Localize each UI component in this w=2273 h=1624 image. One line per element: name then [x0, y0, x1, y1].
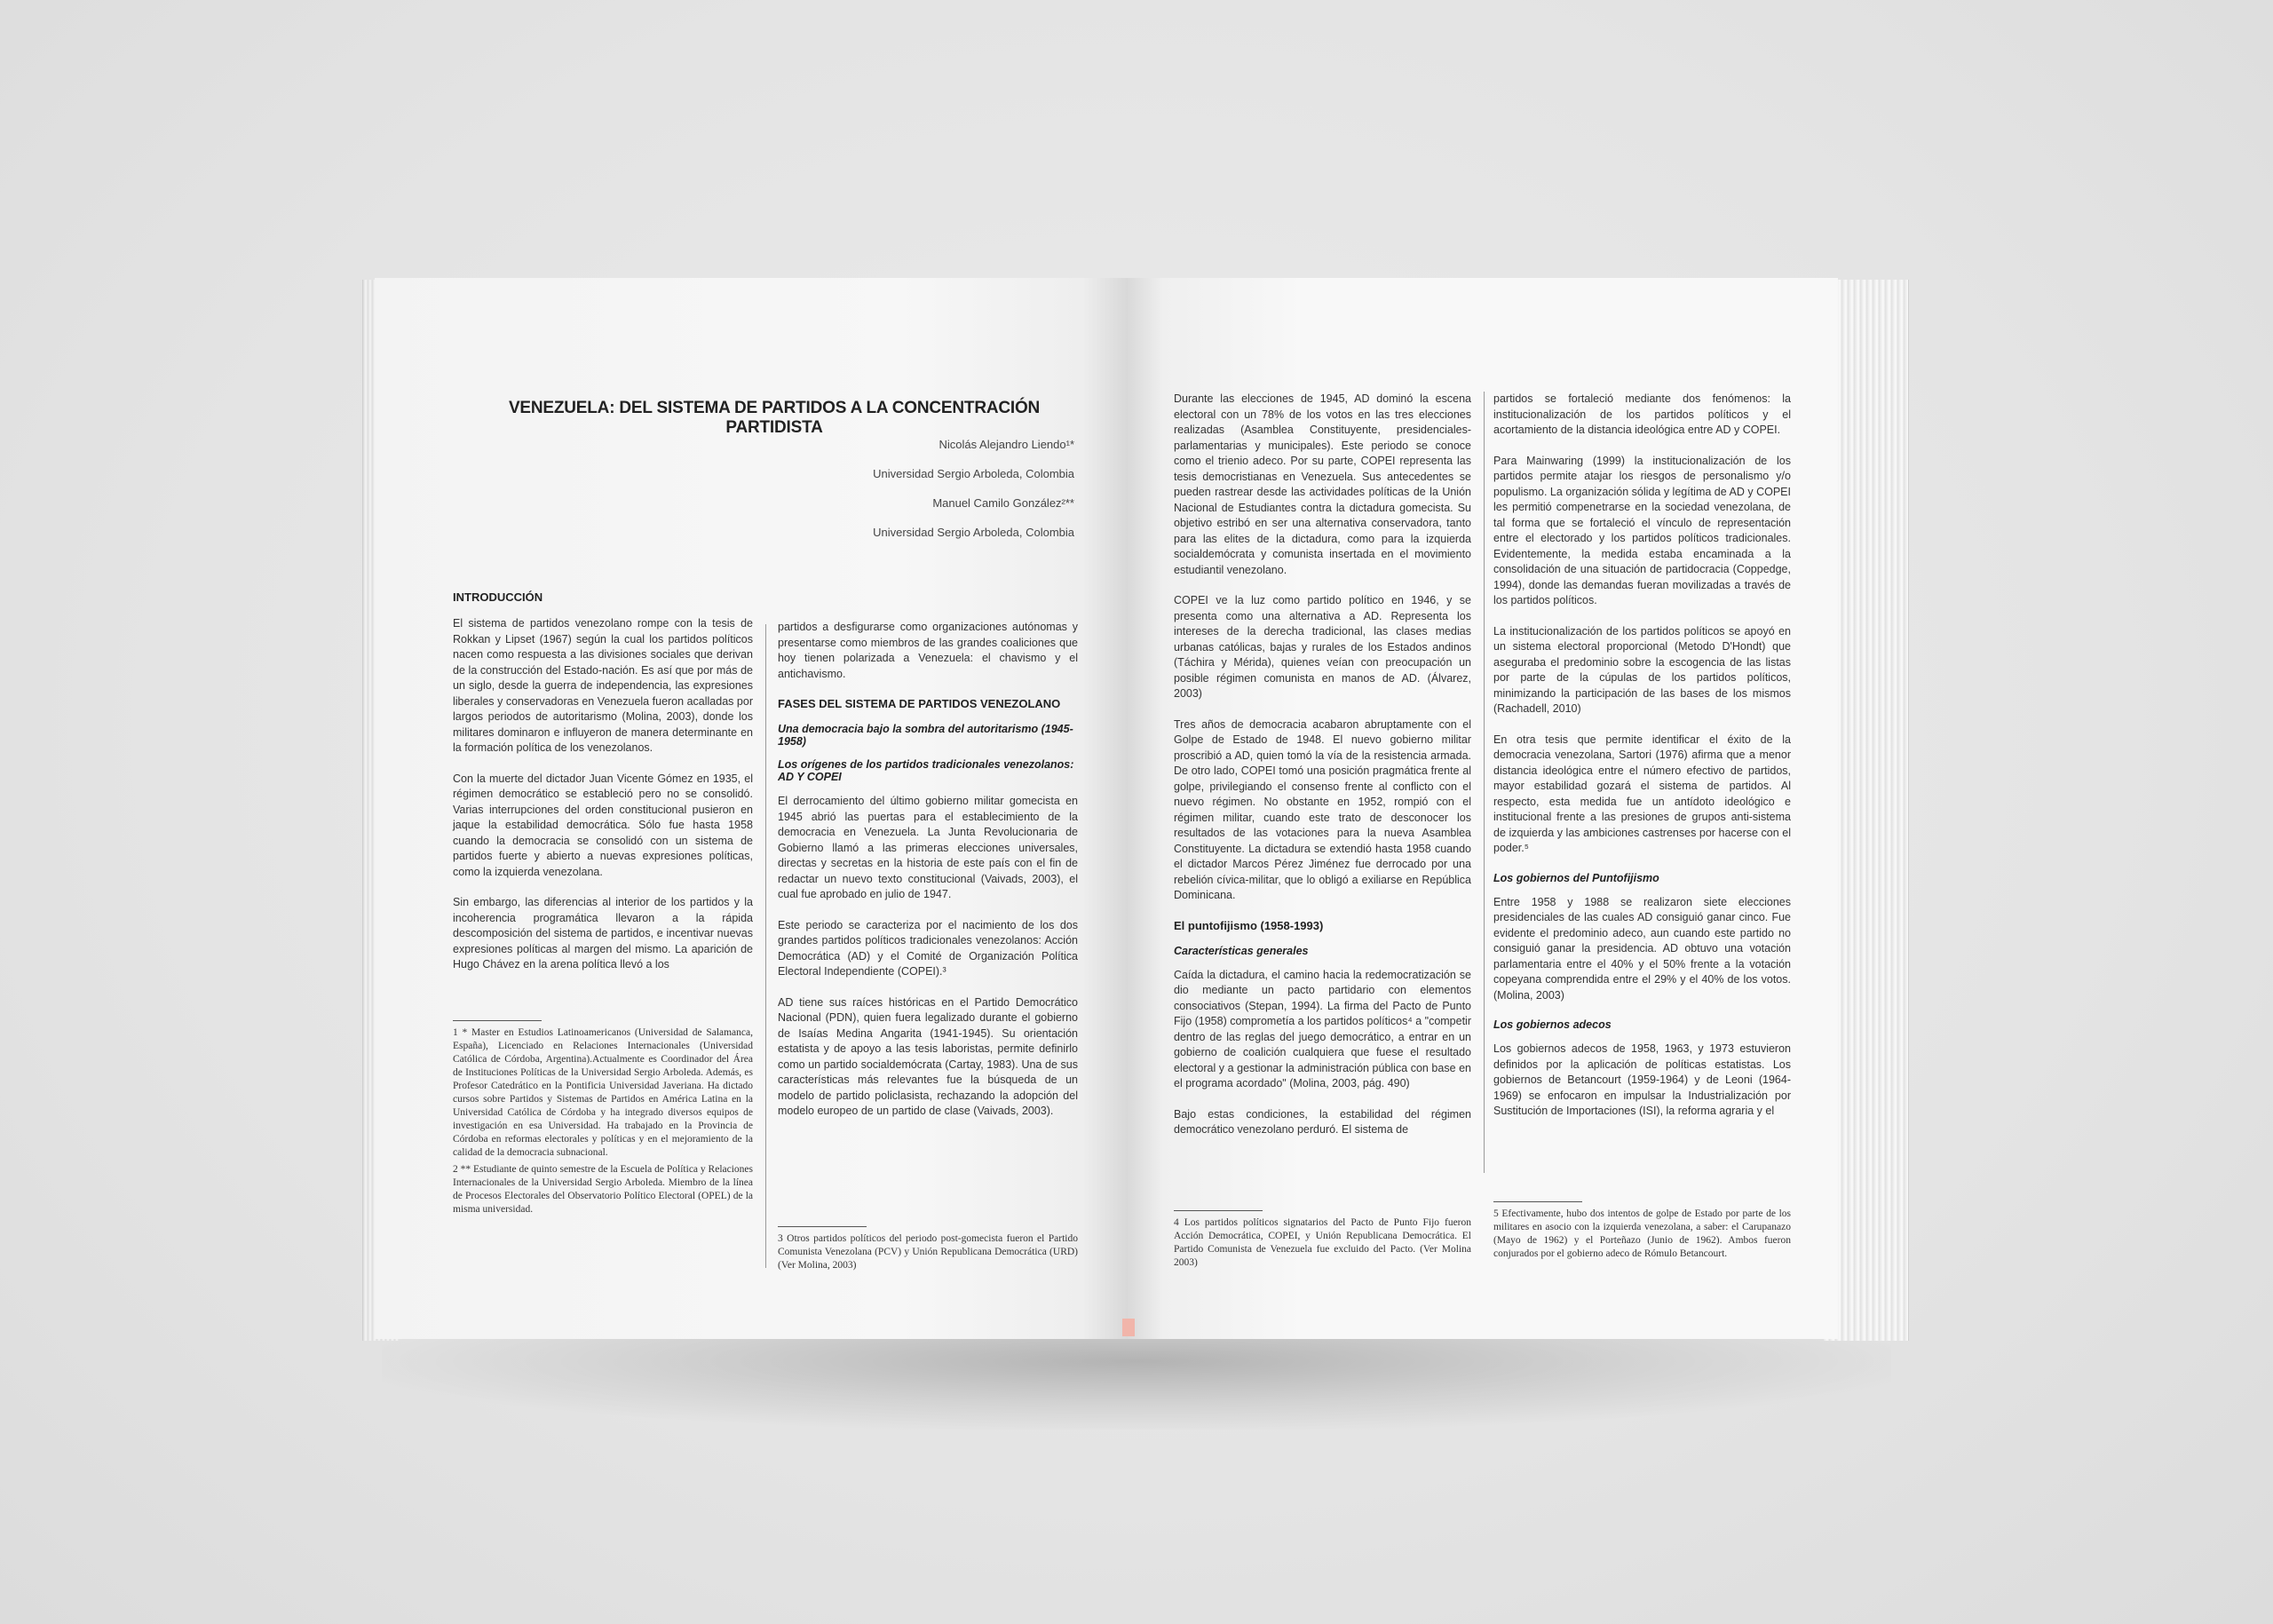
footnote-5: 5 Efectivamente, hubo dos intentos de golpe de Estado por parte de los militares en asocio con la izquierda venezolana, a saber: el Carupanazo (Mayo de 1962) y el Porteñazo (Junio de 1962). Ambos fueron conjurados por el gobierno adeco de Rómulo Betancourt.: [1493, 1208, 1791, 1259]
open-book: [362, 271, 1909, 1345]
footnotes-right-col: [778, 1226, 1078, 1272]
footnotes-left-col: [453, 1020, 753, 1216]
right-column-2: [1493, 392, 1791, 1135]
paragraph: Con la muerte del dictador Juan Vicente Gómez en 1935, el régimen democrático se estableció pero no se consolidó. Varias interrupciones del orden constitucional pusieron en jaque la estabilidad democrática. Sólo fue hasta 1958 cuando la democracia se consolidó con un sistema de partidos fuerte y abierto a nuevas expresiones políticas, como la izquierda venezolana.: [453, 772, 753, 878]
paragraph: Durante las elecciones de 1945, AD dominó la escena electoral con un 78% de los votos en las tres elecciones realizadas (Asamblea Constituyente, presidenciales-parlamentarias y municipales). Este periodo se conoce como el trienio adeco. Por su parte, COPEI representa las tesis democristianas en Venezuela. Sus antecedentes se pueden rastrear desde las actividades políticas de la Unión Nacional de Estudiantes contra la dictadura gomecista. Su objetivo estribó en ser una alternativa conservadora, tanto para las elites de la dictadura, como para la izquierda socialdemócrata y comunista insertada en el movimiento estudiantil venezolano.: [1174, 392, 1471, 576]
footnote-4: 4 Los partidos políticos signatarios del Pacto de Punto Fijo fueron Acción Democrática, COPEI, y Unión Republicana Democrática. El Partido Comunista de Venezuela fue excluido del Pacto. (Ver Molina 2003): [1174, 1217, 1471, 1268]
affiliation-1: Universidad Sergio Arboleda, Colombia: [873, 467, 1074, 480]
footnotes-right-page-col1: [1174, 1210, 1471, 1270]
column-divider: [765, 624, 766, 1268]
paragraph: Entre 1958 y 1988 se realizaron siete elecciones presidenciales de las cuales AD consiguió ganar cinco. Fue evidente el predominio adeco, aun cuando este partido no consiguió ganar la presidencia. AD obtuvo una votación parlamentaria entre el 40% y el 50% frente a la votación copeyana comprendida entre el 29% y el 40% de los votos. (Molina, 2003): [1493, 895, 1791, 1002]
paragraph: En otra tesis que permite identificar el éxito de la democracia venezolana, Sartori (1976) afirma que a menor distancia ideológica entre el número efectivo de partidos, mayor estabilidad gozará el sistema de partidos. Al respecto, esta medida fue un antídoto ideológico e institucional frente a las presiones de grupos anti-sistema de izquierda y las ambiciones castrenses por hacerse con el poder.⁵: [1493, 733, 1791, 854]
author-2: Manuel Camilo González²**: [932, 496, 1074, 510]
subheading: Características generales: [1174, 944, 1309, 957]
paragraph: Sin embargo, las diferencias al interior de los partidos y la incoherencia programática llevaron a la rápida descomposición del sistema de partidos, e incentivar nuevas expresiones políticas al margen del mismo. La aparición de Hugo Chávez en la arena política llevó a los: [453, 896, 753, 970]
author-1: Nicolás Alejandro Liendo¹*: [939, 438, 1074, 451]
paragraph: Los gobiernos adecos de 1958, 1963, y 1973 estuvieron definidos por la aplicación de políticas estatistas. Los gobiernos de Betancourt (1959-1964) y de Leoni (1964-1969) se enfocaron en impulsar la Industrialización por Sustitución de Importaciones (ISI), la reforma agraria y el: [1493, 1042, 1791, 1117]
column-divider: [1484, 392, 1485, 1173]
footnote-rule: [1493, 1201, 1582, 1202]
paragraph: El sistema de partidos venezolano rompe con la tesis de Rokkan y Lipset (1967) según la cual los partidos políticos nacen como respuesta a las divisiones sociales que derivan de la construcción del Estado-nación. Es así que por más de un siglo, desde la guerra de independencia, las expresiones liberales y conservadoras en Venezuela fueron acalladas por largos periodos de autoritarismo (Molina, 2003), donde los militares dominaron e influyeron de manera determinante en la formación política de los venezolanos.: [453, 617, 753, 754]
subheading: Los gobiernos adecos: [1493, 1018, 1612, 1031]
footnote-rule: [1174, 1210, 1263, 1211]
affiliation-2: Universidad Sergio Arboleda, Colombia: [873, 526, 1074, 539]
paragraph: Este periodo se caracteriza por el nacimiento de los dos grandes partidos políticos tradicionales venezolanos: Acción Democrática (AD) y el Comité de Organización Política Electoral Independiente (COPEI).³: [778, 918, 1078, 978]
article-title: VENEZUELA: DEL SISTEMA DE PARTIDOS A LA CONCENTRACIÓN PARTIDISTA: [508, 399, 1041, 437]
paragraph: Caída la dictadura, el camino hacia la redemocratización se dio mediante un pacto partidario con elementos consociativos (Stepan, 1994). La firma del Pacto de Punto Fijo (1958) comprometía a los partidos políticos⁴ a "competir dentro de las reglas del juego democrático, a entrar en un gobierno de coalición cualquiera que fuese el resultado electoral y a gestionar la administración pública con base en el programa acordado" (Molina, 2003, pág. 490): [1174, 968, 1471, 1089]
section-heading: El puntofijismo (1958-1993): [1174, 918, 1324, 932]
left-page: [375, 278, 1128, 1339]
paragraph: partidos a desfigurarse como organizaciones autónomas y presentarse como miembros de las grandes coaliciones que hoy tienen polarizada a Venezuela: el chavismo y el antichavismo.: [778, 621, 1078, 680]
book-shadow: [382, 1332, 1891, 1430]
paragraph: Bajo estas condiciones, la estabilidad del régimen democrático venezolano perduró. El sistema de: [1174, 1107, 1471, 1136]
paragraph: Tres años de democracia acabaron abruptamente con el Golpe de Estado de 1948. El nuevo gobierno militar proscribió a AD, quien tomó la vía de la resistencia armada. De otro lado, COPEI tomó una posición pragmática frente al golpe, privilegiando el consenso frente al conflicto con el nuevo régimen. No obstante en 1952, rompió con el régimen militar, cuando este trato de desconocer los resultados de las votaciones para la nueva Asamblea Constituyente. La dictadura se extendió hasta 1958 cuando el dictador Marcos Pérez Jiménez fue derrocado por una rebelión cívica-militar, que lo obligó a exiliarse en República Dominicana.: [1174, 717, 1471, 901]
paragraph: AD tiene sus raíces históricas en el Partido Democrático Nacional (PDN), quien fuera legalizado durante el gobierno de Isaías Medina Angarita (1941-1945). Su orientación estatista y de apoyo a las tesis laboristas, permite definirlo como un partido socialdemócrata (Cartay, 1983). Una de sus características más relevantes fue la búsqueda de un modelo de partido policlasista, rechazando la adopción del modelo europeo de un partido de clase (Vaivads, 2003).: [778, 995, 1078, 1117]
section-heading: FASES DEL SISTEMA DE PARTIDOS VENEZOLANO: [778, 697, 1061, 710]
paragraph: La institucionalización de los partidos políticos se apoyó en un sistema electoral proporcional (Metodo D'Hondt) que aseguraba el predominio sobre la escogencia de las listas por parte de la cúpulas de los partidos políticos, minimizando la participación de las bases de los mismos (Rachadell, 2010): [1493, 624, 1791, 715]
right-page: [1128, 278, 1838, 1339]
right-column-1: [1174, 392, 1471, 1153]
paragraph: El derrocamiento del último gobierno militar gomecista en 1945 abrió las puertas para el establecimiento de la democracia en Venezuela. La Junta Revolucionaria de Gobierno llamó a las primeras elecciones universales, directas y secretas en la historia de este país con el fin de redactar un nuevo texto constitucional (Vaivads, 2003), el cual fue aprobado en julio de 1947.: [778, 795, 1078, 900]
left-column-1: [453, 590, 753, 988]
subheading: Una democracia bajo la sombra del autoritarismo (1945-1958): [778, 723, 1073, 748]
left-column-2: [778, 620, 1078, 1135]
footnote-3: 3 Otros partidos políticos del periodo post-gomecista fueron el Partido Comunista Venezolana (PCV) y Unión Republicana Democrática (URD) (Ver Molina, 2003): [778, 1233, 1078, 1271]
book-spine-ribbon: [1122, 1319, 1135, 1336]
footnote-2: 2 ** Estudiante de quinto semestre de la Escuela de Política y Relaciones Internacionales de la Universidad Sergio Arboleda. Miembro de la línea de Procesos Electorales del Observatorio Político Electoral (OPEL) de la misma universidad.: [453, 1164, 753, 1215]
paragraph: Para Mainwaring (1999) la institucionalización de los partidos permite atajar los riesgos de personalismo y/o populismo. La organización sólida y legítima de AD y COPEI les permitió compenetrarse en la sociedad venezolana, de tal forma que se fortaleció el vínculo de representación entre el electorado y los partidos políticos tradicionales. Evidentemente, la medida estaba encaminada a la consolidación de una situación de partidocracia (Coppedge, 1994), donde las demandas fueran movilizadas a través de los partidos políticos.: [1493, 454, 1791, 606]
section-heading: INTRODUCCIÓN: [453, 590, 543, 604]
paragraph: partidos se fortaleció mediante dos fenómenos: la institucionalización de los partidos políticos y el acortamiento de la distancia ideológica entre AD y COPEI.: [1493, 392, 1791, 436]
footnote-rule: [778, 1226, 867, 1227]
paragraph: COPEI ve la luz como partido político en 1946, y se presenta como una alternativa a AD. Representa los intereses de la derecha tradicional, las clases medias urbanas católicas, bajas y rurales de los Estados andinos (Táchira y Mérida), quienes veían con preocupación un posible régimen comunista en manos de AD. (Álvarez, 2003): [1174, 594, 1471, 700]
subheading: Los orígenes de los partidos tradicionales venezolanos: AD Y COPEI: [778, 758, 1074, 783]
footnote-rule: [453, 1020, 542, 1021]
footnote-1: 1 * Master en Estudios Latinoamericanos (Universidad de Salamanca, España), Licenciado en Relaciones Internacionales (Universidad Católica de Córdoba, Argentina).Actualmente es Coordinador del Área de Instituciones Políticas de la Universidad Sergio Arboleda. Además, es Profesor Catedrático en la Pontificia Universidad Javeriana. Ha dictado cursos sobre Partidos y Sistemas de Partidos en América Latina en la Universidad Católica de Córdoba y ha integrado diversos equipos de investigación en esa Universidad. Ha trabajado en la Provincia de Córdoba en reformas electorales y políticas y en el mejoramiento de la calidad de la democracia subnacional.: [453, 1027, 753, 1158]
footnotes-right-page-col2: [1493, 1201, 1791, 1261]
subheading: Los gobiernos del Puntofijismo: [1493, 871, 1659, 884]
